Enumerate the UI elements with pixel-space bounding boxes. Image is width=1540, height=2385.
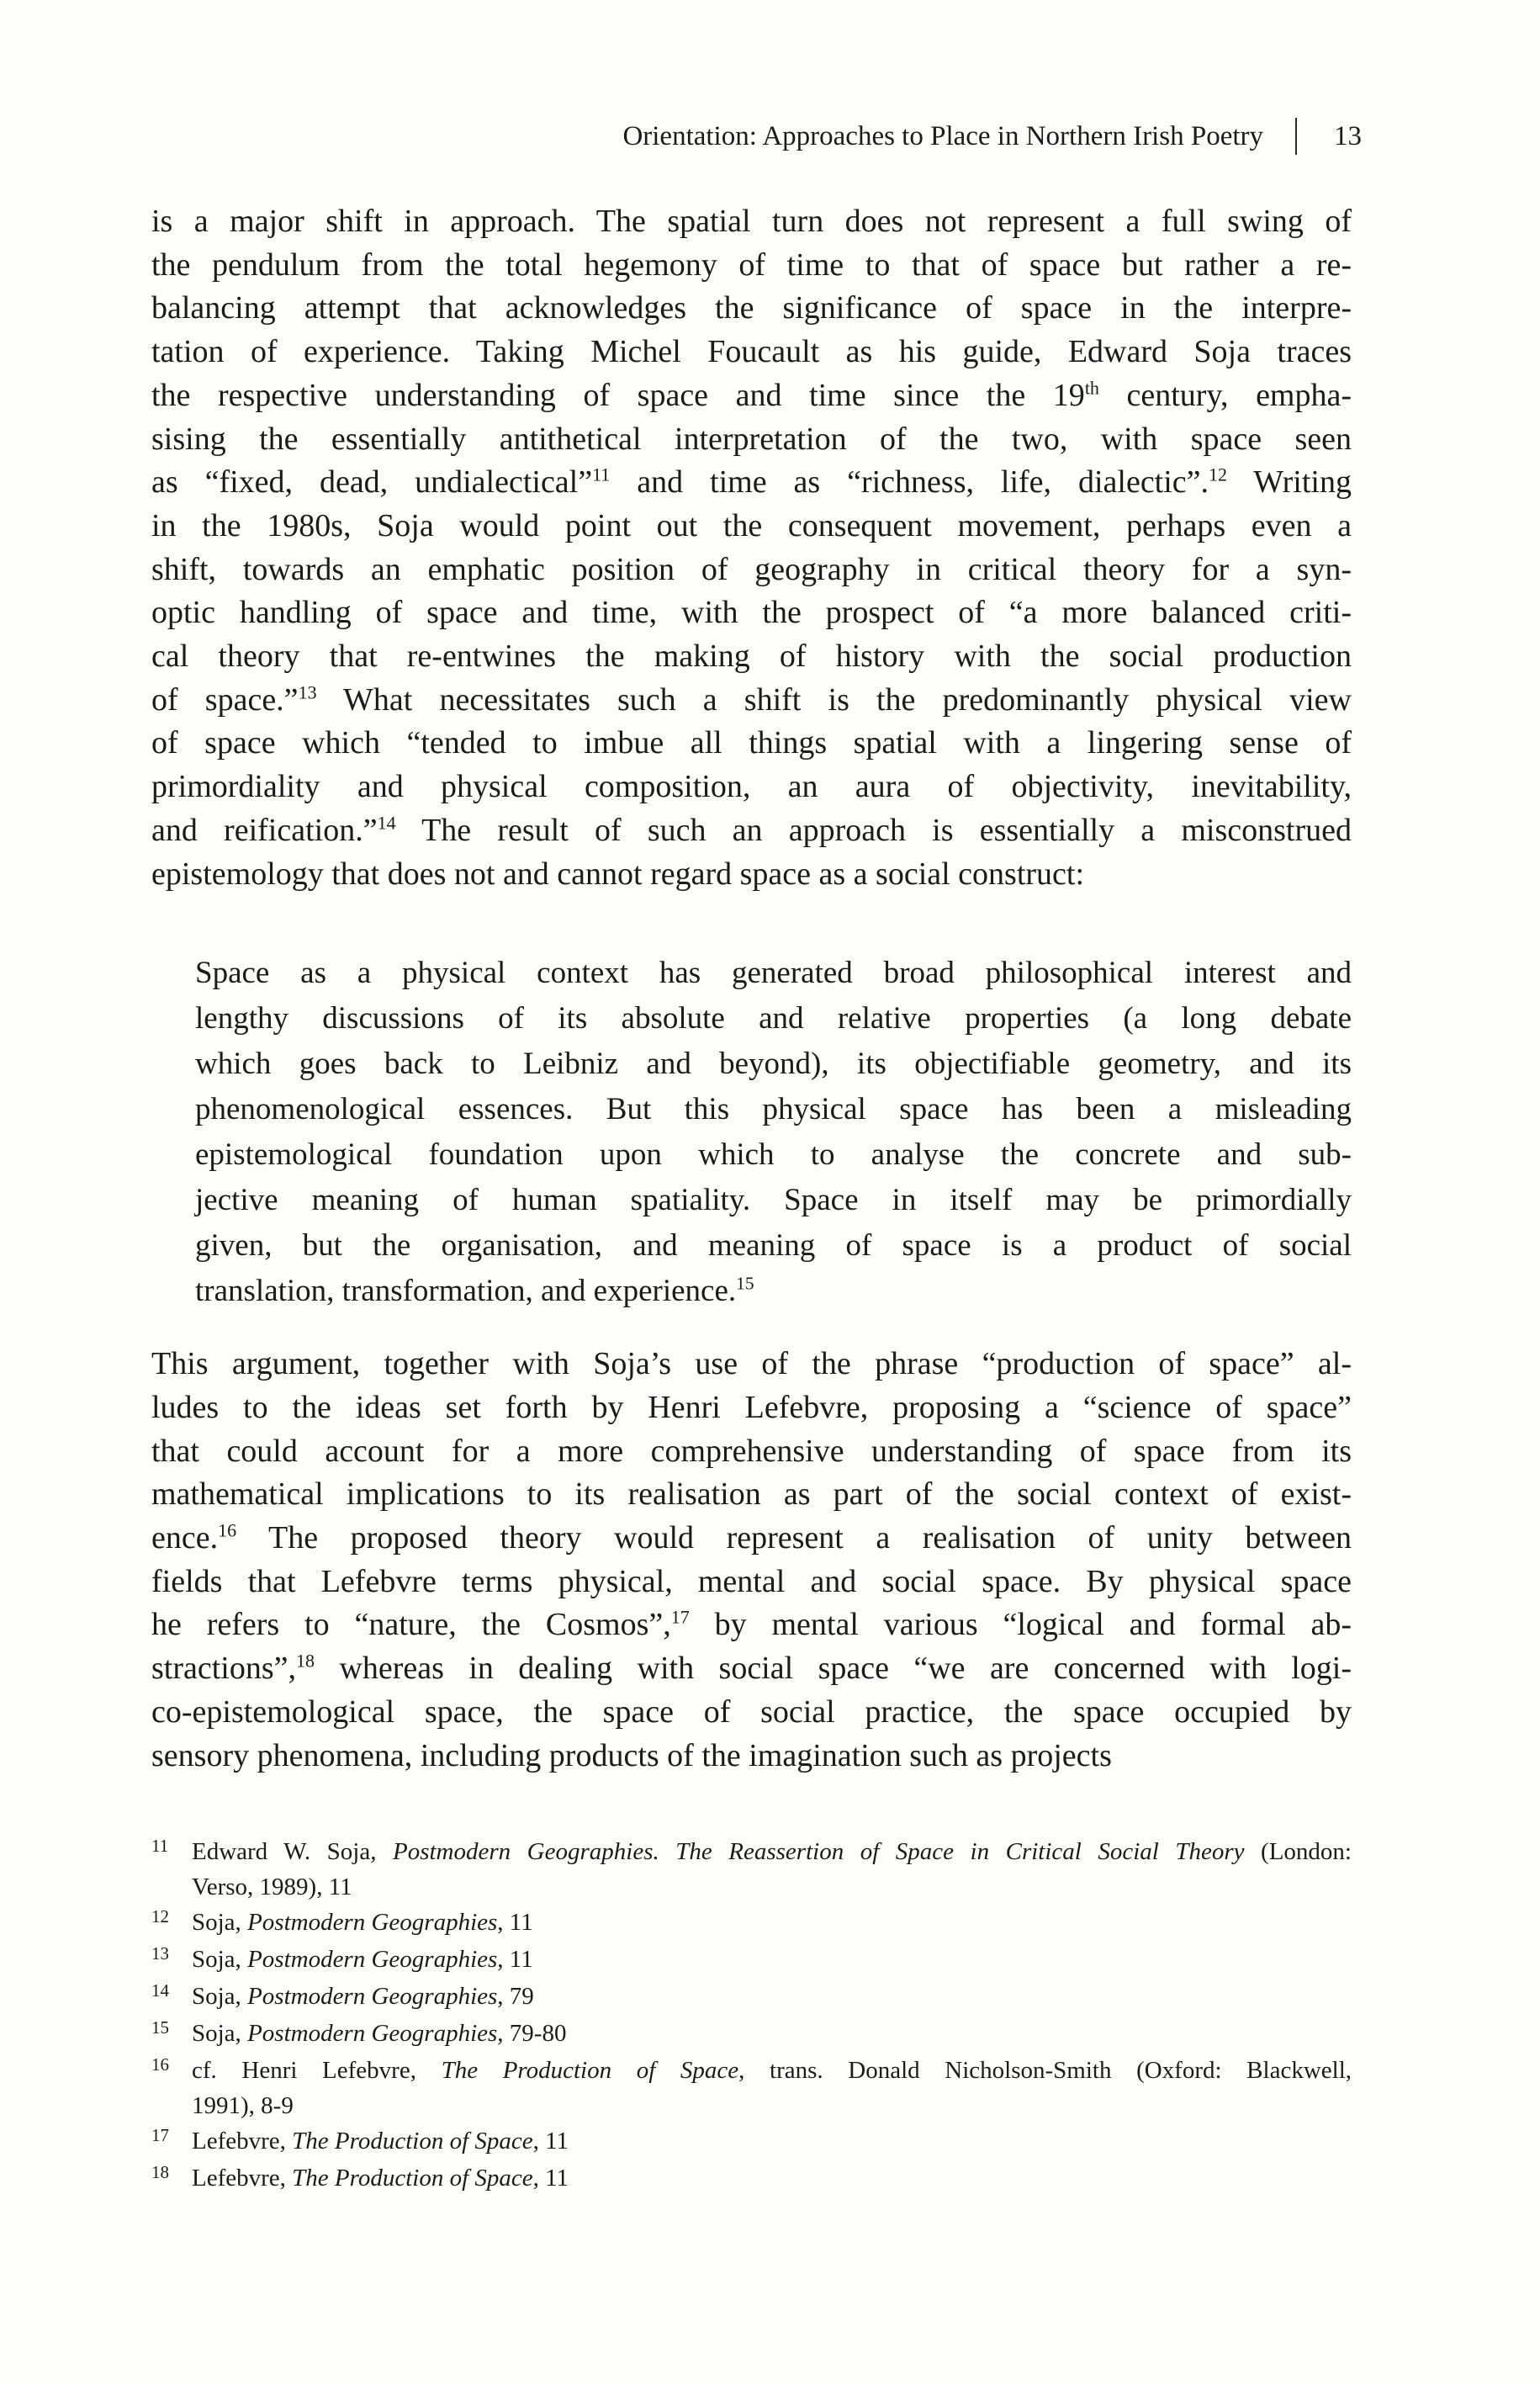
text-segment: 1991), 8-9 <box>192 2092 294 2119</box>
footnote-reference: th <box>1084 377 1099 399</box>
footnote-line <box>192 1942 1352 1977</box>
text-line <box>151 505 1352 549</box>
footnote-number: 16 <box>151 2054 169 2075</box>
text-line <box>195 1087 1352 1132</box>
text-column <box>151 200 1352 1778</box>
text-segment: , 79 <box>497 1983 534 2010</box>
text-segment: jective meaning of human spatiality. Space in itself may be primordially <box>195 1183 1352 1218</box>
text-line <box>151 1386 1352 1430</box>
footnote-line <box>192 2016 1352 2051</box>
text-segment: and time as “richness, life, dialectic”. <box>610 464 1209 501</box>
text-line <box>151 1473 1352 1517</box>
footnote-line <box>192 2123 1352 2159</box>
second-paragraph <box>151 1343 1352 1778</box>
text-line <box>151 1430 1352 1474</box>
footnote-number: 17 <box>151 2125 169 2145</box>
text-segment: cf. Henri Lefebvre, <box>192 2057 442 2084</box>
running-head-title: Orientation: Approaches to Place in Northern Irish Poetry <box>622 120 1263 151</box>
text-segment: , 11 <box>497 1946 533 1973</box>
footnote-text <box>192 2053 1352 2123</box>
page-number: 13 <box>1334 120 1362 151</box>
text-segment: in the 1980s, Soja would point out the consequent movement, perhaps even a <box>151 507 1352 543</box>
footnote-text <box>192 1942 1352 1977</box>
text-line <box>151 331 1352 374</box>
text-line <box>151 679 1352 723</box>
text-segment: by mental various “logical and formal ab- <box>689 1607 1352 1643</box>
page-header <box>622 118 1362 155</box>
text-segment: co-epistemological space, the space of social practice, the space occupied by <box>151 1693 1352 1730</box>
text-line <box>195 1223 1352 1269</box>
text-line <box>151 722 1352 766</box>
text-line <box>151 374 1352 418</box>
text-segment: mathematical implications to its realisation as part of the social context of exist- <box>151 1476 1352 1513</box>
text-segment: tation of experience. Taking Michel Foucault as his guide, Edward Soja traces <box>151 334 1352 370</box>
text-line <box>151 591 1352 635</box>
footnote-line <box>192 2053 1352 2088</box>
text-line <box>195 951 1352 996</box>
footnote-text <box>192 1979 1352 2014</box>
text-line <box>195 1178 1352 1223</box>
text-segment: whereas in dealing with social space “we are concerned with logi- <box>315 1651 1352 1687</box>
footnote-reference: 18 <box>296 1650 315 1672</box>
text-line <box>151 287 1352 331</box>
italic-text-segment: The Production of Space <box>441 2057 739 2084</box>
text-line <box>151 1735 1352 1778</box>
text-segment: , 79-80 <box>497 2020 567 2047</box>
block-quote <box>195 951 1352 1314</box>
footnote-number: 12 <box>151 1906 169 1927</box>
text-segment: , trans. Donald Nicholson-Smith (Oxford: Blackwell, <box>738 2057 1352 2084</box>
footnote-item <box>151 2123 1352 2160</box>
italic-text-segment: The Production of Space <box>292 2165 533 2192</box>
text-segment: Space as a physical context has generated broad philosophical interest and <box>195 956 1352 991</box>
footnote-text <box>192 2016 1352 2051</box>
text-line <box>151 766 1352 809</box>
text-segment: primordiality and physical composition, an aura of objectivity, inevitability, <box>151 769 1352 805</box>
text-segment: Soja, <box>192 1909 248 1936</box>
header-divider <box>1295 118 1297 155</box>
footnote-text <box>192 1834 1352 1905</box>
text-segment: sising the essentially antithetical interpretation of the two, with space seen <box>151 421 1352 457</box>
text-segment: lengthy discussions of its absolute and relative properties (a long debate <box>195 1001 1352 1036</box>
text-segment: (London: <box>1244 1838 1352 1865</box>
footnote-number: 14 <box>151 1980 169 2001</box>
text-segment: The proposed theory would represent a realisation of unity between <box>236 1520 1352 1556</box>
text-segment: , 11 <box>532 2165 569 2192</box>
footnote-number: 13 <box>151 1943 169 1964</box>
text-segment: of space which “tended to imbue all things spatial with a lingering sense of <box>151 725 1352 761</box>
footnote-reference: 13 <box>298 681 317 703</box>
text-segment: What necessitates such a shift is the predominantly physical view <box>316 681 1352 718</box>
text-segment: ludes to the ideas set forth by Henri Lefebvre, proposing a “science of space” <box>151 1389 1352 1425</box>
footnote-number: 15 <box>151 2017 169 2038</box>
text-segment: Soja, <box>192 1946 248 1973</box>
text-segment: as “fixed, dead, undialectical” <box>151 464 593 501</box>
footnote-line <box>192 2088 1352 2123</box>
text-line <box>151 1691 1352 1735</box>
footnote-item <box>151 2053 1352 2123</box>
footnote-text <box>192 2123 1352 2159</box>
text-line <box>195 1132 1352 1178</box>
footnote-item <box>151 1942 1352 1979</box>
text-segment: the respective understanding of space and time since the 19 <box>151 377 1085 413</box>
footnote-item <box>151 1834 1352 1905</box>
footnote-text <box>192 1905 1352 1940</box>
text-segment: that could account for a more comprehensive understanding of space from its <box>151 1433 1352 1469</box>
text-segment: ence. <box>151 1520 219 1556</box>
text-segment: Soja, <box>192 2020 248 2047</box>
text-segment: of space.” <box>151 681 299 718</box>
text-segment: epistemology that does not and cannot regard space as a social construct: <box>151 856 1085 892</box>
footnote-line <box>192 1979 1352 2014</box>
text-line <box>151 1647 1352 1691</box>
text-line <box>151 461 1352 505</box>
text-line <box>151 1603 1352 1647</box>
text-line <box>151 549 1352 592</box>
text-segment: and reification.” <box>151 812 378 848</box>
text-segment: Lefebvre, <box>192 2128 293 2154</box>
footnote-reference: 17 <box>670 1606 690 1628</box>
text-segment: , 11 <box>497 1909 533 1936</box>
text-segment: optic handling of space and time, with the prospect of “a more balanced criti- <box>151 595 1352 631</box>
text-line <box>151 418 1352 462</box>
italic-text-segment: Postmodern Geographies <box>247 1946 498 1973</box>
text-segment: , 11 <box>532 2128 569 2154</box>
footnote-line <box>192 1869 1352 1905</box>
opening-paragraph <box>151 200 1352 896</box>
italic-text-segment: Postmodern Geographies <box>247 2020 498 2047</box>
footnote-reference: 14 <box>377 812 396 834</box>
text-segment: cal theory that re-entwines the making of history with the social production <box>151 639 1352 675</box>
text-segment: The result of such an approach is essentially a misconstrued <box>395 812 1352 848</box>
text-segment: Verso, 1989), 11 <box>192 1874 352 1900</box>
text-segment: he refers to “nature, the Cosmos”, <box>151 1607 671 1643</box>
text-line <box>195 1269 1352 1314</box>
italic-text-segment: The Production of Space <box>292 2128 533 2154</box>
text-segment: the pendulum from the total hegemony of time to that of space but rather a re- <box>151 246 1352 283</box>
text-segment: Edward W. Soja, <box>192 1838 393 1865</box>
text-segment: century, empha- <box>1098 377 1352 413</box>
text-line <box>151 200 1352 244</box>
footnote-text <box>192 2160 1352 2196</box>
footnote-line <box>192 1834 1352 1869</box>
text-segment: translation, transformation, and experience. <box>195 1274 737 1309</box>
footnotes-section <box>151 1834 1352 2197</box>
footnote-reference: 12 <box>1209 464 1228 485</box>
footnote-item <box>151 1905 1352 1942</box>
italic-text-segment: Postmodern Geographies <box>247 1909 498 1936</box>
text-segment: Lefebvre, <box>192 2165 293 2192</box>
footnote-item <box>151 2016 1352 2053</box>
text-segment: shift, towards an emphatic position of geography in critical theory for a syn- <box>151 551 1352 587</box>
text-segment: which goes back to Leibniz and beyond), its objectifiable geometry, and its <box>195 1047 1352 1082</box>
text-segment: Writing <box>1227 464 1352 501</box>
footnote-line <box>192 2160 1352 2196</box>
text-segment: given, but the organisation, and meaning of space is a product of social <box>195 1228 1352 1264</box>
text-line <box>151 853 1352 897</box>
footnote-reference: 16 <box>218 1519 237 1541</box>
footnote-item <box>151 2160 1352 2197</box>
text-segment: fields that Lefebvre terms physical, mental and social space. By physical space <box>151 1563 1352 1599</box>
footnote-number: 18 <box>151 2162 169 2182</box>
italic-text-segment: Postmodern Geographies <box>247 1983 498 2010</box>
text-line <box>151 244 1352 288</box>
text-line <box>151 1561 1352 1604</box>
text-segment: stractions”, <box>151 1651 297 1687</box>
text-line <box>151 809 1352 853</box>
text-line <box>151 1517 1352 1561</box>
footnote-number: 11 <box>151 1836 169 1856</box>
text-segment: balancing attempt that acknowledges the significance of space in the interpre- <box>151 290 1352 326</box>
text-segment: sensory phenomena, including products of the imagination such as projects <box>151 1737 1112 1773</box>
footnote-reference: 11 <box>592 464 611 485</box>
text-segment: phenomenological essences. But this physical space has been a misleading <box>195 1092 1352 1127</box>
text-segment: epistemological foundation upon which to analyse the concrete and sub- <box>195 1137 1352 1173</box>
text-line <box>151 1343 1352 1386</box>
footnote-reference: 15 <box>736 1273 754 1294</box>
text-segment: This argument, together with Soja’s use of the phrase “production of space” al- <box>151 1346 1352 1382</box>
text-segment: Soja, <box>192 1983 248 2010</box>
text-line <box>195 1041 1352 1087</box>
text-line <box>195 996 1352 1041</box>
italic-text-segment: Postmodern Geographies. The Reassertion of Space in Critical Social Theory <box>392 1838 1245 1865</box>
text-segment: is a major shift in approach. The spatial turn does not represent a full swing of <box>151 204 1352 239</box>
text-line <box>151 635 1352 679</box>
footnote-item <box>151 1979 1352 2016</box>
footnote-line <box>192 1905 1352 1940</box>
